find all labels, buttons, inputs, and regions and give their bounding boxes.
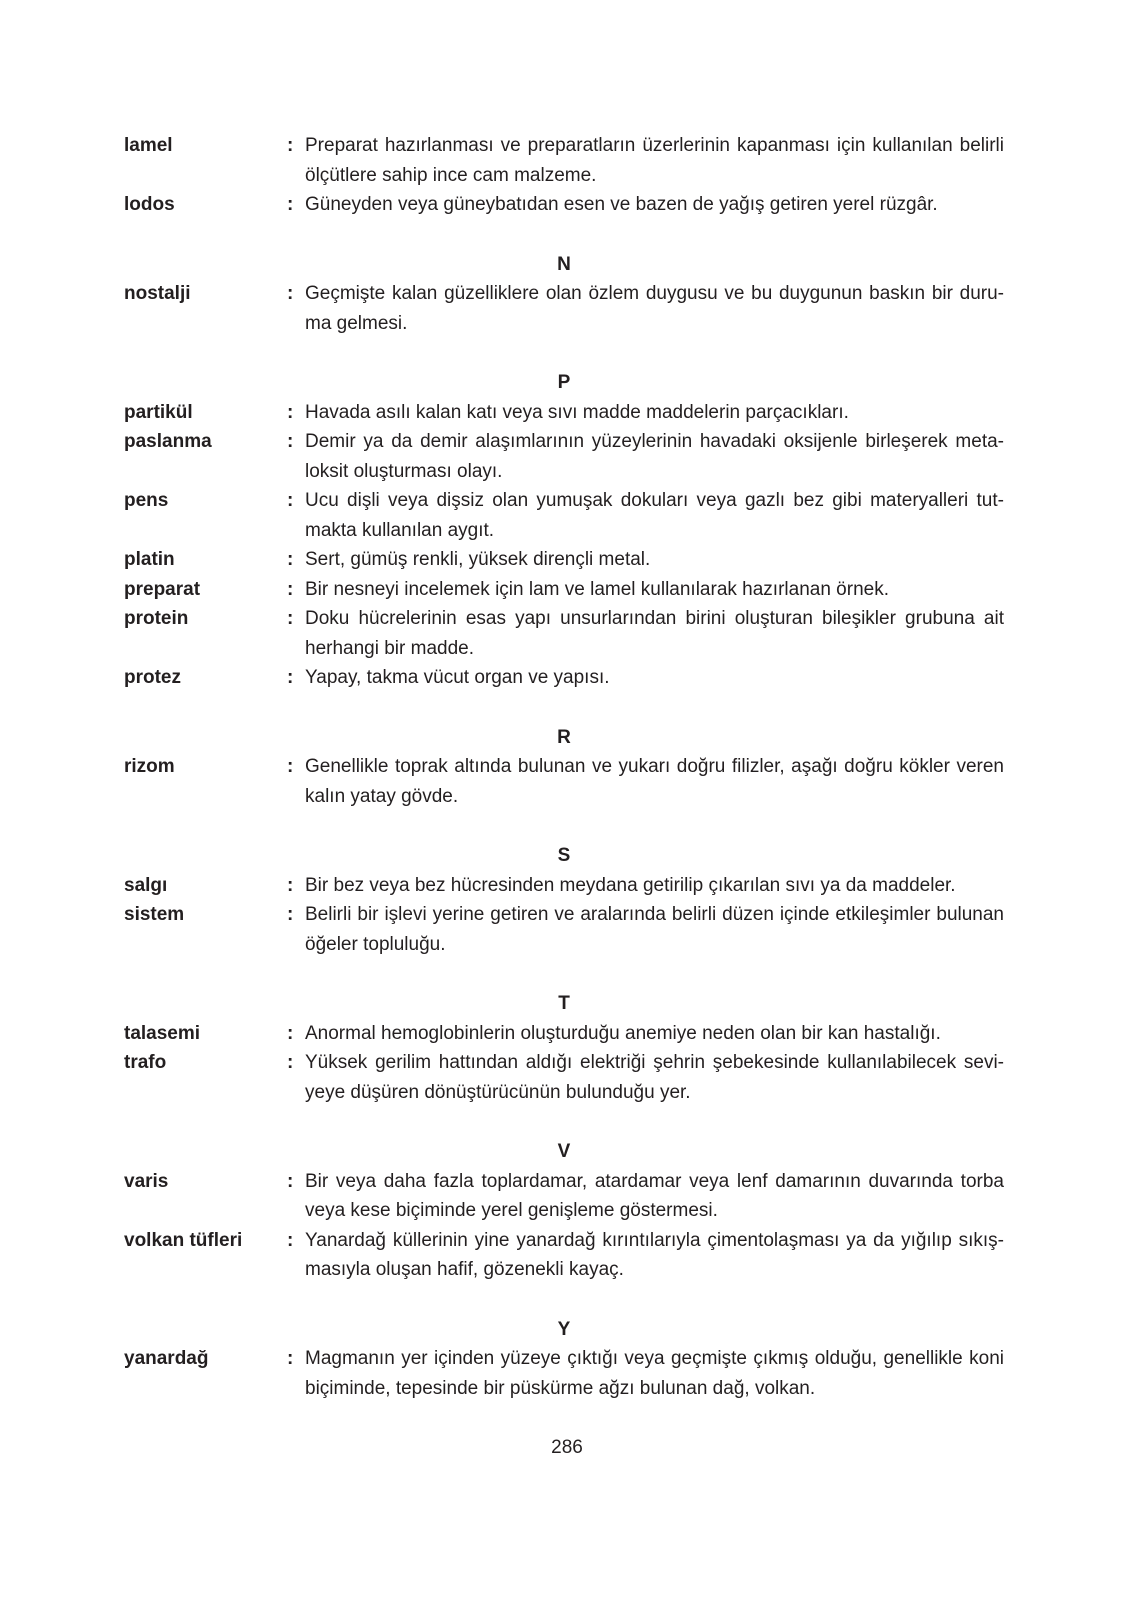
glossary-term: preparat (124, 578, 201, 600)
glossary-term: salgı (124, 874, 168, 896)
term-separator: : (287, 1022, 294, 1044)
term-separator: : (287, 756, 294, 777)
definition-line: veya kese biçiminde yerel genişleme göstermesi. (305, 1200, 718, 1221)
definition-line: yeye düşüren dönüştürücünün bulunduğu yer. (305, 1081, 691, 1103)
section-letter-heading: R (557, 726, 571, 748)
glossary-entry (124, 131, 1004, 190)
glossary-entry (124, 545, 1004, 575)
term-separator: : (287, 578, 294, 600)
glossary-entry (124, 663, 1004, 693)
glossary-entry (124, 486, 1004, 545)
term-separator: : (287, 667, 294, 688)
term-separator: : (287, 1229, 294, 1251)
term-separator: : (287, 608, 294, 629)
section-letter-heading: T (558, 993, 570, 1014)
glossary-entry (124, 1226, 1004, 1285)
glossary-page (124, 131, 1004, 1403)
glossary-entry (124, 1167, 1004, 1226)
glossary-entry (124, 604, 1004, 663)
glossary-term: platin (124, 549, 175, 570)
glossary-definition (305, 190, 1004, 220)
glossary-definition (305, 1048, 1004, 1107)
term-separator: : (287, 194, 294, 215)
term-separator: : (287, 135, 294, 156)
glossary-entry (124, 871, 1004, 901)
glossary-definition (305, 604, 1004, 663)
glossary-entry (124, 427, 1004, 486)
glossary-term: protez (124, 667, 181, 688)
definition-line: kalın yatay gövde. (305, 785, 459, 807)
definition-line: loksit oluşturması olayı. (305, 460, 503, 482)
glossary-term: nostalji (124, 283, 191, 304)
glossary-definition (305, 131, 1004, 190)
definition-line: ölçütlere sahip ince cam malzeme. (305, 164, 597, 186)
term-separator: : (287, 1052, 294, 1073)
term-separator: : (287, 1170, 294, 1192)
definition-line: Doku hücrelerinin esas yapı unsurlarından birini oluşturan bileşikler grubuna ait (305, 608, 1004, 629)
definition-line: Bir nesneyi incelemek için lam ve lamel kullanılarak hazırlanan örnek. (305, 578, 889, 600)
definition-line: Geçmişte kalan güzelliklere olan özlem duygusu ve bu duygunun baskın bir duru- (305, 283, 1004, 304)
term-separator: : (287, 1348, 294, 1369)
definition-line: Havada asılı kalan katı veya sıvı madde maddelerin parçacıkları. (305, 401, 849, 423)
definition-line: öğeler topluluğu. (305, 933, 446, 955)
glossary-entry (124, 1344, 1004, 1403)
definition-line: makta kullanılan aygıt. (305, 519, 495, 541)
glossary-term: sistem (124, 904, 185, 925)
glossary-term: protein (124, 608, 189, 629)
glossary-entry (124, 575, 1004, 605)
section-letter-heading: Y (557, 1318, 571, 1340)
term-separator: : (287, 401, 294, 423)
definition-line: Bir bez veya bez hücresinden meydana getirilip çıkarılan sıvı ya da maddeler. (305, 874, 956, 896)
term-separator: : (287, 549, 294, 570)
glossary-entry (124, 1048, 1004, 1107)
definition-line: Yanardağ küllerinin yine yanardağ kırıntılarıyla çimentolaşması ya da yığılıp sıkış- (305, 1229, 1004, 1251)
glossary-term: varis (124, 1170, 169, 1192)
glossary-term: talasemi (124, 1022, 201, 1044)
definition-line: Genellikle toprak altında bulunan ve yukarı doğru filizler, aşağı doğru kökler veren (305, 756, 1004, 777)
definition-line: Sert, gümüş renkli, yüksek dirençli metal. (305, 549, 651, 570)
definition-line: ma gelmesi. (305, 312, 408, 334)
definition-line: Yüksek gerilim hattından aldığı elektriği şehrin şebekesinde kullanılabilecek sevi- (305, 1052, 1004, 1073)
glossary-term: trafo (124, 1052, 167, 1073)
definition-line: Anormal hemoglobinlerin oluşturduğu anemiye neden olan bir kan hastalığı. (305, 1022, 941, 1044)
term-separator: : (287, 283, 294, 304)
glossary-definition (305, 1344, 1004, 1403)
glossary-definition (305, 486, 1004, 545)
glossary-definition (305, 1226, 1004, 1285)
definition-line: herhangi bir madde. (305, 637, 474, 659)
glossary-term: volkan tüfleri (124, 1229, 243, 1251)
glossary-entry (124, 900, 1004, 959)
definition-line: Ucu dişli veya dişsiz olan yumuşak dokuları veya gazlı bez gibi materyalleri tut- (305, 490, 1004, 511)
definition-line: Magmanın yer içinden yüzeye çıktığı veya geçmişte çıkmış olduğu, genellikle koni (305, 1348, 1004, 1369)
section-letter-heading: V (557, 1141, 571, 1162)
glossary-term: pens (124, 490, 169, 511)
definition-line: Demir ya da demir alaşımlarının yüzeylerinin havadaki oksijenle birleşerek meta- (305, 431, 1004, 452)
glossary-definition (305, 663, 1004, 693)
glossary-entry (124, 398, 1004, 428)
glossary-term: lamel (124, 135, 173, 156)
section-letter-heading: N (557, 253, 571, 275)
glossary-entry (124, 1019, 1004, 1049)
glossary-definition (305, 545, 1004, 575)
glossary-entry (124, 190, 1004, 220)
definition-line: Yapay, takma vücut organ ve yapısı. (305, 667, 610, 688)
glossary-definition (305, 752, 1004, 811)
glossary-definition (305, 900, 1004, 959)
definition-line: Güneyden veya güneybatıdan esen ve bazen de yağış getiren yerel rüzgâr. (305, 194, 938, 215)
page-number: 286 (551, 1437, 583, 1458)
glossary-definition (305, 427, 1004, 486)
definition-line: Preparat hazırlanması ve preparatların üzerlerinin kapanması için kullanılan belirli (305, 135, 1004, 156)
glossary-definition (305, 575, 1004, 605)
glossary-definition (305, 871, 1004, 901)
glossary-definition (305, 398, 1004, 428)
glossary-term: paslanma (124, 431, 212, 452)
term-separator: : (287, 874, 294, 896)
glossary-entry (124, 279, 1004, 338)
glossary-term: partikül (124, 401, 193, 423)
glossary-definition (305, 1167, 1004, 1226)
section-letter-heading: S (557, 845, 571, 866)
term-separator: : (287, 904, 294, 925)
definition-line: Belirli bir işlevi yerine getiren ve aralarında belirli düzen içinde etkileşimler bulunan (305, 904, 1004, 925)
glossary-entry (124, 752, 1004, 811)
term-separator: : (287, 431, 294, 452)
glossary-term: rizom (124, 756, 175, 777)
glossary-definition (305, 279, 1004, 338)
glossary-definition (305, 1019, 1004, 1049)
definition-line: biçiminde, tepesinde bir püskürme ağzı bulunan dağ, volkan. (305, 1377, 816, 1399)
glossary-term: lodos (124, 194, 175, 215)
term-separator: : (287, 490, 294, 511)
section-letter-heading: P (557, 372, 571, 393)
definition-line: Bir veya daha fazla toplardamar, atardamar veya lenf damarının duvarında torba (305, 1170, 1004, 1192)
definition-line: masıyla oluşan hafif, gözenekli kayaç. (305, 1259, 624, 1280)
glossary-term: yanardağ (124, 1348, 209, 1369)
